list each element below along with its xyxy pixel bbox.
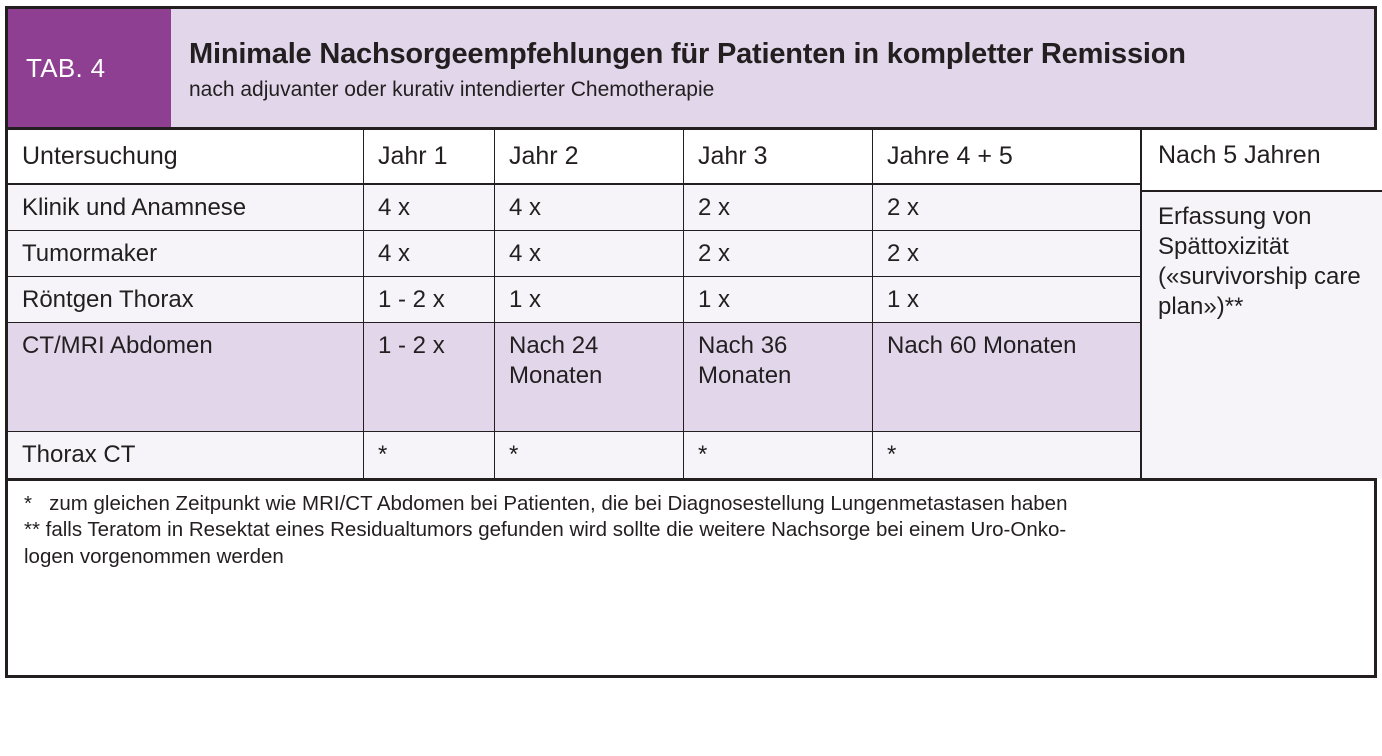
table-number-label: TAB. 4	[26, 52, 106, 83]
table-body	[8, 130, 1374, 675]
column-header-year45: Jahre 4 + 5	[873, 130, 1140, 183]
table-figure	[5, 6, 1377, 678]
cell-year1: 4 x	[364, 231, 495, 276]
cell-year45: 2 x	[873, 231, 1140, 276]
figure-header-text	[171, 9, 1374, 127]
footnote-line-1: * zum gleichen Zeitpunkt wie MRI/CT Abdomen bei Patienten, die bei Diagnosestellung Lungenmetastasen haben	[24, 491, 1068, 515]
cell-year1: 1 - 2 x	[364, 323, 495, 431]
table-number-badge	[8, 9, 171, 127]
cell-year3: Nach 36 Monaten	[684, 323, 873, 431]
cell-year1: 4 x	[364, 185, 495, 230]
cell-year45: Nach 60 Monaten	[873, 323, 1140, 431]
cell-exam: Tumormaker	[8, 231, 364, 276]
cell-year45: 1 x	[873, 277, 1140, 322]
table-row	[8, 277, 1140, 323]
cell-year1: *	[364, 432, 495, 477]
cell-year2: Nach 24 Monaten	[495, 323, 684, 431]
footnotes	[8, 481, 1374, 583]
cell-exam: Klinik und Anamnese	[8, 185, 364, 230]
column-header-year2: Jahr 2	[495, 130, 684, 183]
table-header-row	[8, 130, 1140, 185]
column-header-exam: Untersuchung	[8, 130, 364, 183]
cell-exam: Thorax CT	[8, 432, 364, 477]
column-header-year1: Jahr 1	[364, 130, 495, 183]
cell-year3: *	[684, 432, 873, 477]
cell-year2: *	[495, 432, 684, 477]
cell-year3: 1 x	[684, 277, 873, 322]
column-header-after5: Nach 5 Jahren	[1142, 130, 1382, 192]
cell-year1: 1 - 2 x	[364, 277, 495, 322]
figure-header	[8, 9, 1374, 130]
cell-exam: CT/MRI Abdomen	[8, 323, 364, 431]
cell-year45: 2 x	[873, 185, 1140, 230]
cell-year2: 1 x	[495, 277, 684, 322]
cell-year2: 4 x	[495, 231, 684, 276]
cell-after5: Erfassung von Spättoxizität («survivorship care plan»)**	[1142, 192, 1382, 478]
footnote-line-2: ** falls Teratom in Resektat eines Residualtumors gefunden wird sollte die weitere Nachsorge bei einem Uro-Onko-	[24, 518, 1067, 542]
cell-year2: 4 x	[495, 185, 684, 230]
cell-year45: *	[873, 432, 1140, 477]
cell-year3: 2 x	[684, 231, 873, 276]
table-left-columns	[8, 130, 1140, 478]
table-row	[8, 231, 1140, 277]
footnote-line-3: logen vorgenommen werden	[24, 544, 284, 568]
figure-subtitle: nach adjuvanter oder kurativ intendierter Chemotherapie	[189, 78, 715, 102]
table-row-highlighted	[8, 323, 1140, 432]
table-after5-column	[1140, 130, 1382, 478]
cell-year3: 2 x	[684, 185, 873, 230]
cell-exam: Röntgen Thorax	[8, 277, 364, 322]
column-header-year3: Jahr 3	[684, 130, 873, 183]
table-grid	[8, 130, 1374, 481]
table-row	[8, 185, 1140, 231]
table-row	[8, 432, 1140, 477]
figure-title: Minimale Nachsorgeempfehlungen für Patienten in kompletter Remission	[189, 37, 1186, 70]
